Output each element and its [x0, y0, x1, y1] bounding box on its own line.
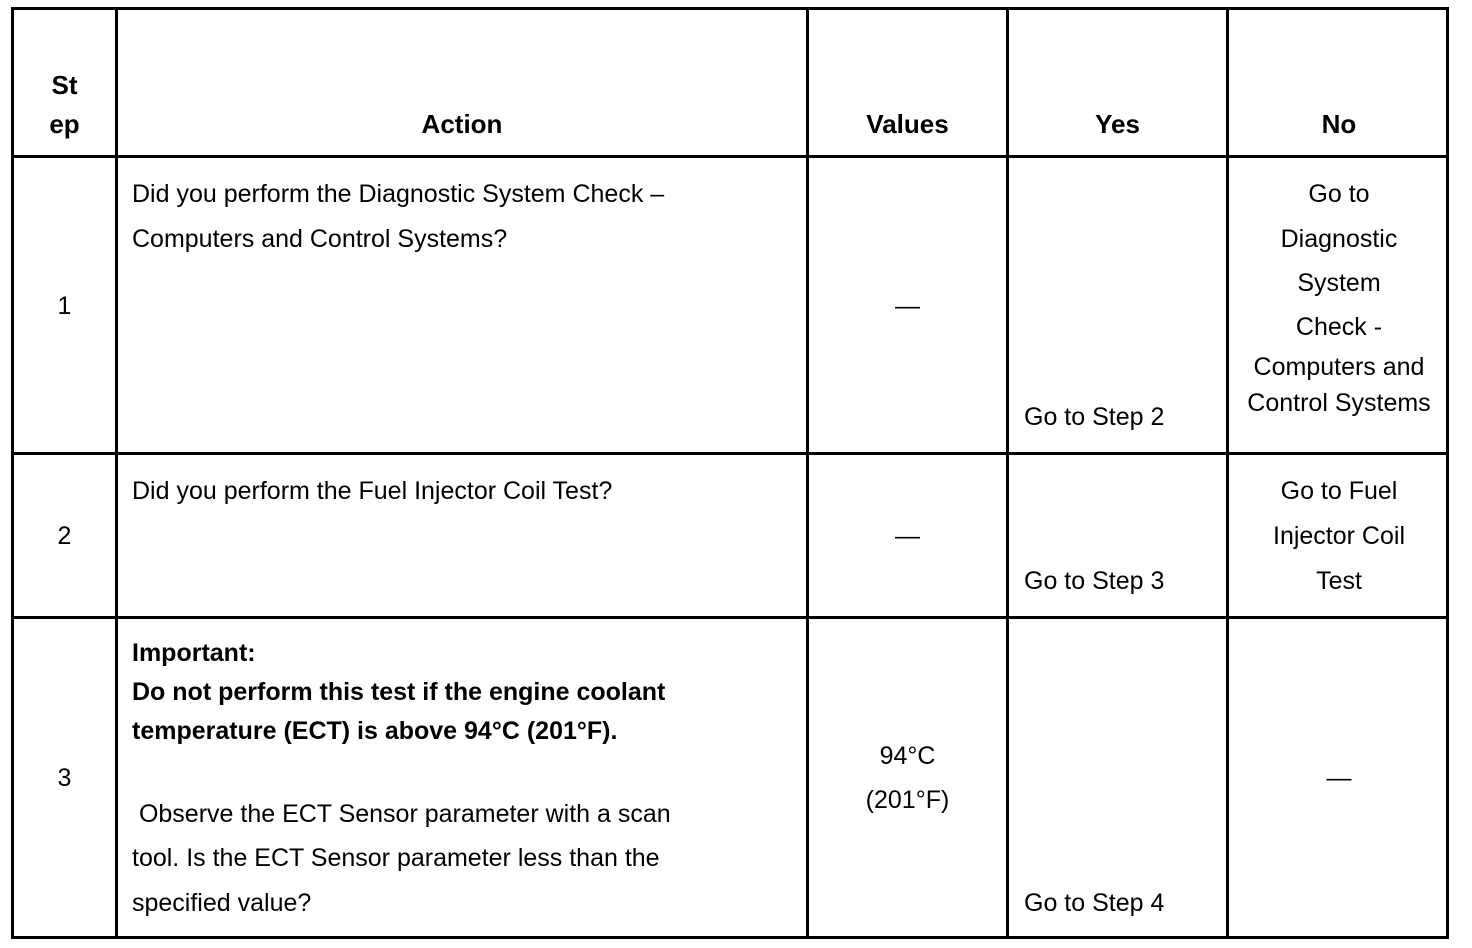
header-step-line2: ep [49, 109, 80, 139]
row-3-action-line1: Observe the ECT Sensor parameter with a scan [132, 800, 671, 828]
row-2-no-line2: Injector Coil [1273, 522, 1405, 550]
row-3-action-line3: specified value? [132, 889, 312, 917]
row-2-action-line1: Did you perform the Fuel Injector Coil Test? [132, 477, 613, 505]
row-1-step: 1 [57, 292, 72, 320]
column-divider [1006, 10, 1009, 936]
row-1-no-line4: Check - [1295, 313, 1383, 341]
row-2-no-line3: Test [1316, 567, 1362, 595]
row-1-action-line2: Computers and Control Systems? [132, 225, 508, 253]
diagnostic-table [11, 7, 1449, 939]
row-3-important-line2: temperature (ECT) is above 94°C (201°F). [132, 717, 618, 745]
row-3-value-line1: 94°C [879, 742, 936, 770]
row-divider [14, 155, 1446, 158]
row-1-value: — [895, 292, 920, 320]
row-3-yes: Go to Step 4 [1024, 889, 1165, 917]
row-1-no-line6: Control Systems [1247, 389, 1431, 417]
row-1-action-line1: Did you perform the Diagnostic System Check – [132, 180, 665, 208]
row-1-no-line5: Computers and [1253, 353, 1425, 381]
header-step-line1: St [51, 70, 78, 100]
row-1-no-line2: Diagnostic [1280, 225, 1398, 253]
header-no: No [1321, 109, 1357, 139]
column-divider [1226, 10, 1229, 936]
row-2-yes: Go to Step 3 [1024, 567, 1165, 595]
row-1-no-line1: Go to [1308, 180, 1370, 208]
row-3-step: 3 [57, 764, 72, 792]
row-divider [14, 452, 1446, 455]
row-1-yes: Go to Step 2 [1024, 403, 1165, 431]
header-yes: Yes [1095, 109, 1140, 139]
header-values: Values [866, 109, 949, 139]
row-2-value: — [895, 522, 920, 550]
row-3-value-line2: (201°F) [865, 786, 950, 814]
row-2-step: 2 [57, 522, 72, 550]
column-divider [115, 10, 118, 936]
row-3-no: — [1326, 764, 1352, 792]
row-2-no-line1: Go to Fuel [1280, 477, 1398, 505]
row-1-no-line3: System [1297, 269, 1381, 297]
header-action: Action [421, 109, 503, 139]
row-divider [14, 616, 1446, 619]
row-3-action-line2: tool. Is the ECT Sensor parameter less than the [132, 844, 660, 872]
row-3-important-line1: Do not perform this test if the engine coolant [132, 678, 666, 706]
row-3-important-label: Important: [132, 639, 256, 667]
